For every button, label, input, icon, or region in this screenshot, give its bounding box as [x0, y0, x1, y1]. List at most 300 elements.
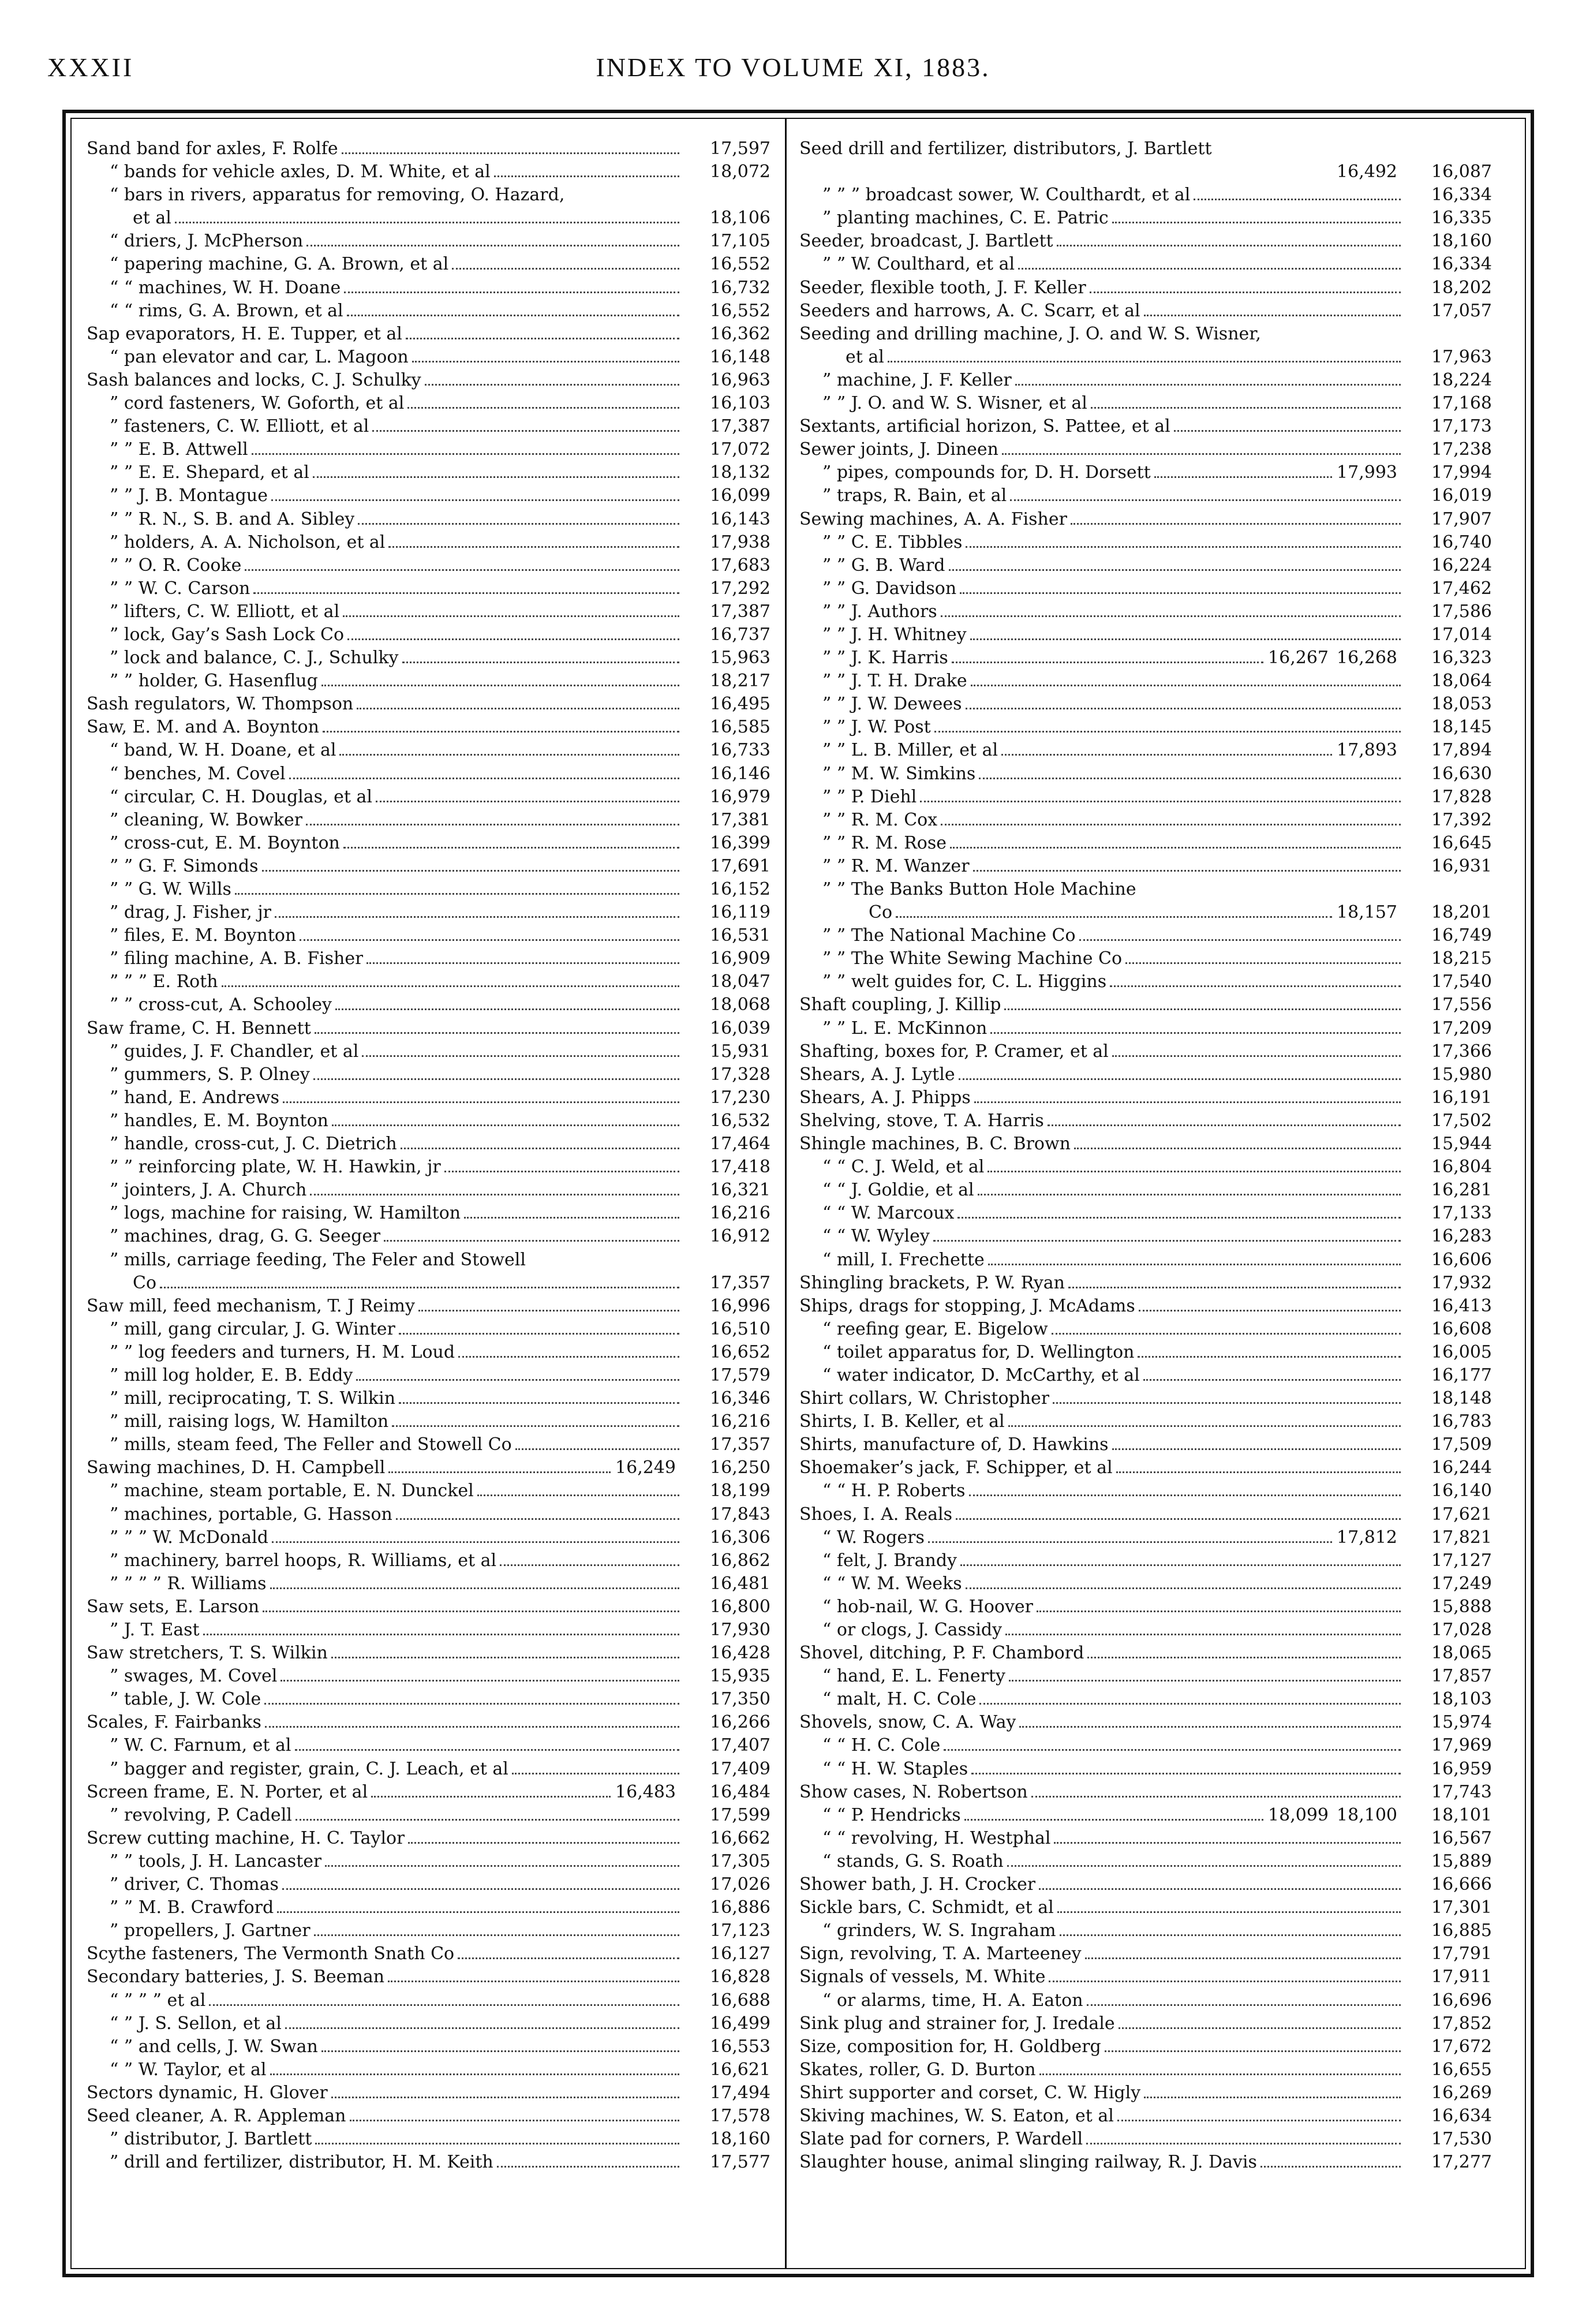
patent-number: 15,888	[1431, 1596, 1492, 1617]
patent-number: 17,105	[710, 231, 770, 252]
patent-number: 17,577	[710, 2152, 770, 2173]
leader-dots	[952, 662, 1263, 663]
leader-dots	[956, 1518, 1401, 1520]
entry-text: ” ” J. W. Dewees	[822, 694, 962, 715]
patent-numbers	[1405, 554, 1492, 577]
leader-dots	[1139, 1310, 1401, 1312]
leader-dots	[245, 569, 679, 571]
leader-dots	[331, 2097, 679, 2098]
leader-dots	[335, 1008, 679, 1010]
index-entry	[799, 230, 1492, 253]
patent-number: 17,407	[710, 1735, 770, 1756]
entry-text: “ ” and cells, J. W. Swan	[110, 2036, 318, 2057]
leader-dots	[1112, 1055, 1401, 1057]
index-entry	[87, 970, 770, 993]
patent-number: 16,959	[1431, 1758, 1492, 1779]
index-entry	[87, 1572, 770, 1596]
leader-dots	[344, 292, 679, 293]
patent-number: 17,509	[1431, 1434, 1492, 1455]
index-entry	[799, 369, 1492, 392]
index-entry	[87, 1109, 770, 1133]
entry-text: Screw cutting machine, H. C. Taylor	[87, 1828, 405, 1848]
patent-numbers	[684, 1758, 770, 1781]
index-entry	[799, 2128, 1492, 2151]
patent-numbers	[684, 970, 770, 993]
entry-text: “ pan elevator and car, L. Magoon	[110, 346, 409, 367]
entry-text: ” lock and balance, C. J., Schulky	[110, 648, 399, 668]
leader-dots	[944, 1749, 1401, 1751]
patent-numbers	[1405, 207, 1492, 230]
entry-text: ” traps, R. Bain, et al	[822, 485, 1007, 506]
patent-numbers	[1405, 1989, 1492, 2012]
entry-text: ” machines, portable, G. Hasson	[110, 1504, 392, 1525]
patent-numbers	[684, 1202, 770, 1225]
index-entry	[87, 1364, 770, 1387]
index-entry	[799, 1179, 1492, 1202]
patent-number: 18,201	[1431, 902, 1492, 923]
entry-text: ” machinery, barrel hoops, R. Williams, et al	[110, 1550, 497, 1571]
patent-number: 17,387	[710, 601, 770, 622]
entry-text: “ reefing gear, E. Bigelow	[822, 1318, 1048, 1339]
entry-text: “ driers, J. McPherson	[110, 231, 304, 252]
patent-numbers	[1337, 901, 1492, 924]
leader-dots	[408, 1842, 679, 1844]
entry-text: ” ” cross-cut, A. Schooley	[110, 995, 332, 1015]
patent-numbers	[684, 1479, 770, 1503]
patent-numbers	[1268, 647, 1492, 670]
leader-dots	[896, 916, 1332, 918]
index-entry	[799, 277, 1492, 300]
leader-dots	[966, 708, 1401, 709]
entry-text: Seeder, broadcast, J. Bartlett	[799, 231, 1053, 252]
index-entry	[799, 577, 1492, 600]
entry-text: ” jointers, J. A. Church	[110, 1180, 307, 1201]
entry-text: ” lifters, C. W. Elliott, et al	[110, 601, 340, 622]
patent-numbers	[1405, 1966, 1492, 1989]
leader-dots	[934, 731, 1401, 733]
index-entry	[87, 1202, 770, 1225]
patent-number: 16,143	[710, 509, 770, 529]
leader-dots	[425, 384, 679, 386]
patent-number: 16,804	[1431, 1157, 1492, 1178]
entry-text: ” ” R. M. Cox	[822, 809, 938, 830]
entry-text: ” mill log holder, E. B. Eddy	[110, 1365, 353, 1385]
patent-number: 16,552	[710, 254, 770, 275]
patent-numbers	[684, 809, 770, 832]
leader-dots	[964, 1819, 1263, 1821]
patent-numbers	[1405, 1572, 1492, 1596]
patent-numbers	[1405, 1179, 1492, 1202]
leader-dots	[1005, 1634, 1401, 1635]
patent-number: 17,530	[1431, 2129, 1492, 2150]
patent-numbers	[684, 253, 770, 276]
patent-numbers	[1405, 577, 1492, 600]
patent-numbers	[1405, 1642, 1492, 1665]
entry-text: ” ” R. M. Rose	[822, 832, 947, 853]
patent-numbers	[684, 484, 770, 507]
patent-numbers	[684, 160, 770, 184]
entry-text: “ “ revolving, H. Westphal	[822, 1828, 1051, 1848]
leader-dots	[282, 1888, 679, 1890]
patent-numbers	[1405, 716, 1492, 739]
entry-text: Shingle machines, B. C. Brown	[799, 1134, 1071, 1154]
index-entry	[799, 2058, 1492, 2082]
leader-dots	[978, 1194, 1401, 1195]
index-entry	[799, 1017, 1492, 1040]
patent-numbers	[684, 508, 770, 531]
index-entry	[799, 1272, 1492, 1295]
index-entry	[799, 970, 1492, 993]
patent-numbers	[684, 1318, 770, 1341]
leader-dots	[973, 870, 1401, 872]
patent-number: 17,843	[710, 1504, 770, 1525]
patent-number: 17,328	[710, 1064, 770, 1085]
patent-numbers	[684, 1295, 770, 1318]
patent-numbers	[1405, 809, 1492, 832]
index-entry	[87, 1642, 770, 1665]
patent-number: 16,249	[615, 1458, 676, 1478]
entry-text: “ or alarms, time, H. A. Eaton	[822, 1990, 1083, 2011]
entry-text: Saw mill, feed mechanism, T. J Reimy	[87, 1295, 415, 1316]
index-entry	[87, 277, 770, 300]
index-entry	[87, 1249, 770, 1272]
patent-number: 16,269	[1431, 2082, 1492, 2103]
patent-number: 16,532	[710, 1110, 770, 1131]
leader-dots	[362, 1055, 679, 1057]
index-entry	[87, 1318, 770, 1341]
index-entry	[799, 993, 1492, 1017]
entry-text: ” drill and fertilizer, distributor, H. M. Keith	[110, 2152, 493, 2173]
leader-dots	[1008, 1425, 1401, 1427]
leader-dots	[452, 268, 679, 270]
patent-numbers	[684, 1804, 770, 1827]
entry-text: ” propellers, J. Gartner	[110, 1921, 311, 1941]
patent-numbers	[1405, 2128, 1492, 2151]
leader-dots	[1091, 407, 1401, 409]
patent-number: 17,578	[710, 2105, 770, 2126]
entry-text: “ benches, M. Covel	[110, 763, 286, 784]
entry-text: ” ” M. W. Simkins	[822, 763, 976, 784]
index-entry	[799, 484, 1492, 507]
entry-text: ” mill, raising logs, W. Hamilton	[110, 1411, 389, 1432]
leader-dots	[306, 824, 679, 825]
leader-dots	[497, 2166, 679, 2168]
patent-numbers	[1405, 1827, 1492, 1850]
patent-number: 15,935	[710, 1666, 770, 1687]
patent-number: 17,350	[710, 1689, 770, 1710]
patent-numbers	[1405, 1225, 1492, 1248]
patent-number: 16,335	[1431, 208, 1492, 229]
entry-text: ” lock, Gay’s Sash Lock Co	[110, 624, 345, 645]
patent-numbers	[1405, 1596, 1492, 1619]
patent-number: 16,216	[710, 1203, 770, 1224]
entry-text: Seeder, flexible tooth, J. F. Keller	[799, 277, 1086, 298]
patent-number: 17,277	[1431, 2152, 1492, 2173]
entry-text: Secondary batteries, J. S. Beeman	[87, 1967, 385, 1987]
leader-dots	[959, 1078, 1401, 1080]
leader-dots	[315, 2143, 679, 2144]
patent-numbers	[1405, 670, 1492, 693]
leader-dots	[388, 1471, 611, 1473]
leader-dots	[252, 453, 679, 455]
index-entry	[87, 832, 770, 855]
leader-dots	[280, 1680, 679, 1682]
patent-number: 16,281	[1431, 1180, 1492, 1201]
patent-number: 18,157	[1337, 902, 1397, 923]
leader-dots	[275, 916, 679, 918]
patent-number: 16,688	[710, 1990, 770, 2011]
index-entry	[87, 1225, 770, 1248]
index-entry	[799, 1688, 1492, 1711]
index-entry	[799, 716, 1492, 739]
patent-numbers	[1337, 739, 1492, 762]
leader-dots	[313, 1078, 679, 1080]
patent-number: 17,691	[710, 855, 770, 876]
leader-dots	[1004, 1008, 1401, 1010]
patent-number: 17,994	[1431, 462, 1492, 483]
patent-number: 16,099	[710, 485, 770, 506]
leader-dots	[1085, 1957, 1401, 1959]
patent-number: 17,028	[1431, 1620, 1492, 1640]
entry-text: “ “ machines, W. H. Doane	[110, 277, 341, 298]
index-entry	[799, 1456, 1492, 1479]
entry-text: Shirts, I. B. Keller, et al	[799, 1411, 1005, 1432]
leader-dots	[494, 175, 679, 177]
entry-text: ” guides, J. F. Chandler, et al	[110, 1041, 359, 1062]
index-entry	[87, 1665, 770, 1688]
patent-number: 17,014	[1431, 624, 1492, 645]
index-entry	[87, 1086, 770, 1109]
patent-numbers	[1405, 924, 1492, 947]
patent-number: 16,608	[1431, 1318, 1492, 1339]
index-entry	[87, 1295, 770, 1318]
index-entry	[799, 1295, 1492, 1318]
index-entry	[799, 461, 1492, 484]
patent-number: 17,387	[710, 416, 770, 437]
leader-dots	[1039, 2073, 1401, 2075]
leader-dots	[1057, 245, 1401, 246]
index-entry	[87, 554, 770, 577]
entry-text: ” ” L. E. McKinnon	[822, 1018, 987, 1038]
patent-numbers	[684, 1966, 770, 1989]
patent-numbers	[684, 554, 770, 577]
index-entry	[87, 739, 770, 762]
index-entry	[799, 1225, 1492, 1248]
leader-dots	[310, 1194, 679, 1195]
patent-number: 18,224	[1431, 369, 1492, 390]
patent-numbers	[684, 2128, 770, 2151]
patent-numbers	[1405, 1433, 1492, 1456]
patent-number: 16,492	[1337, 162, 1397, 182]
leader-dots	[388, 1981, 679, 1982]
index-entry	[799, 1526, 1492, 1549]
index-entry	[799, 323, 1492, 346]
patent-numbers	[1405, 970, 1492, 993]
patent-number: 16,567	[1431, 1828, 1492, 1848]
patent-numbers	[1405, 300, 1492, 323]
leader-dots	[371, 1796, 611, 1798]
leader-dots	[458, 1957, 679, 1959]
index-entry	[799, 1711, 1492, 1734]
patent-numbers	[684, 346, 770, 369]
index-entry	[799, 670, 1492, 693]
index-entry	[87, 1688, 770, 1711]
patent-numbers	[684, 901, 770, 924]
patent-number: 17,993	[1337, 462, 1397, 483]
patent-number: 17,743	[1431, 1781, 1492, 1802]
patent-number: 15,931	[710, 1041, 770, 1062]
entry-text: ” ” reinforcing plate, W. H. Hawkin, jr	[110, 1157, 441, 1178]
patent-numbers	[1405, 369, 1492, 392]
entry-text: Show cases, N. Robertson	[799, 1781, 1028, 1802]
leader-dots	[444, 1171, 679, 1172]
leader-dots	[950, 847, 1401, 849]
index-entry	[87, 670, 770, 693]
patent-number: 16,606	[1431, 1249, 1492, 1270]
patent-number: 16,655	[1431, 2059, 1492, 2080]
column-divider	[785, 118, 787, 2269]
leader-dots	[1112, 222, 1401, 223]
entry-text: Sawing machines, D. H. Campbell	[87, 1458, 386, 1478]
index-entry	[799, 2012, 1492, 2035]
leader-dots	[928, 1541, 1332, 1543]
index-entry	[799, 1503, 1492, 1526]
index-entry	[87, 1040, 770, 1063]
patent-numbers	[1405, 415, 1492, 438]
entry-text: ” fasteners, C. W. Elliott, et al	[110, 416, 369, 437]
index-entry	[799, 2082, 1492, 2105]
index-entry	[799, 2151, 1492, 2174]
patent-numbers	[684, 832, 770, 855]
leader-dots	[966, 1587, 1401, 1589]
patent-numbers	[1405, 2012, 1492, 2035]
index-entry	[799, 1133, 1492, 1156]
index-entry	[87, 809, 770, 832]
leader-dots	[1009, 1680, 1401, 1682]
entry-text: ” hand, E. Andrews	[110, 1087, 280, 1108]
leader-dots	[1054, 1842, 1401, 1844]
patent-number: 17,305	[710, 1851, 770, 1871]
patent-number: 17,381	[710, 809, 770, 830]
patent-number: 17,852	[1431, 2013, 1492, 2034]
leader-dots	[399, 1333, 679, 1335]
leader-dots	[339, 754, 679, 756]
patent-numbers	[1405, 1711, 1492, 1734]
entry-text: Sap evaporators, H. E. Tupper, et al	[87, 323, 402, 344]
leader-dots	[1048, 1124, 1401, 1126]
index-entry	[87, 531, 770, 554]
patent-number: 16,963	[710, 369, 770, 390]
patent-number: 16,148	[710, 346, 770, 367]
index-entry	[799, 763, 1492, 786]
index-entry	[799, 1966, 1492, 1989]
index-entry	[799, 1202, 1492, 1225]
leader-dots	[1154, 476, 1332, 478]
index-entry	[87, 1734, 770, 1757]
index-entry	[87, 1549, 770, 1572]
patent-number: 17,249	[1431, 1573, 1492, 1594]
patent-number: 16,885	[1431, 1921, 1492, 1941]
entry-text: ” ” J. K. Harris	[822, 648, 948, 668]
patent-number: 17,173	[1431, 416, 1492, 437]
entry-text: ” cleaning, W. Bowker	[110, 809, 303, 830]
patent-numbers	[1337, 160, 1492, 184]
leader-dots	[347, 315, 679, 316]
entry-text: “ “ W. M. Weeks	[822, 1573, 962, 1594]
leader-dots	[1194, 199, 1401, 200]
leader-dots	[160, 1287, 679, 1288]
index-entry	[87, 438, 770, 461]
leader-dots	[1087, 2004, 1401, 2006]
patent-numbers	[1405, 1410, 1492, 1433]
index-entry	[87, 1804, 770, 1827]
patent-number: 18,103	[1431, 1689, 1492, 1710]
entry-text: Shaft coupling, J. Killip	[799, 995, 1001, 1015]
index-entry	[87, 716, 770, 739]
index-entry	[87, 1896, 770, 1919]
patent-number: 16,652	[710, 1342, 770, 1362]
entry-text: Shirt supporter and corset, C. W. Higly	[799, 2082, 1141, 2103]
index-entry	[87, 878, 770, 901]
patent-number: 16,783	[1431, 1411, 1492, 1432]
patent-number: 16,019	[1431, 485, 1492, 506]
entry-text: ” bagger and register, grain, C. J. Leach, et al	[110, 1758, 508, 1779]
leader-dots	[1015, 384, 1401, 386]
patent-numbers	[1405, 230, 1492, 253]
leader-dots	[343, 615, 679, 617]
patent-number: 18,101	[1431, 1804, 1492, 1825]
patent-number: 16,531	[710, 925, 770, 946]
entry-text: “ W. Rogers	[822, 1527, 925, 1548]
index-entry	[87, 2151, 770, 2174]
entry-text: ” ” tools, J. H. Lancaster	[110, 1851, 322, 1871]
entry-text: Ships, drags for stopping, J. McAdams	[799, 1295, 1135, 1316]
entry-text: ” machine, steam portable, E. N. Dunckel	[110, 1481, 474, 1501]
patent-numbers	[684, 1827, 770, 1850]
entry-text: ” files, E. M. Boynton	[110, 925, 297, 946]
patent-numbers	[684, 993, 770, 1017]
index-entry	[87, 1387, 770, 1410]
index-entry	[799, 137, 1492, 160]
index-entry	[799, 392, 1492, 415]
leader-dots	[458, 1356, 679, 1358]
entry-text: Sash regulators, W. Thompson	[87, 694, 354, 715]
patent-numbers	[1405, 1758, 1492, 1781]
leader-dots	[1031, 1796, 1401, 1798]
index-entry	[799, 1063, 1492, 1086]
leader-dots	[1007, 1865, 1401, 1867]
patent-number: 16,996	[710, 1295, 770, 1316]
entry-text: “ bands for vehicle axles, D. M. White, et al	[110, 162, 491, 182]
leader-dots	[464, 1217, 679, 1219]
leader-dots	[1119, 2027, 1401, 2029]
leader-dots	[1112, 1448, 1401, 1450]
leader-dots	[272, 1541, 679, 1543]
index-entry	[87, 1017, 770, 1040]
patent-numbers	[684, 1572, 770, 1596]
patent-number: 18,148	[1431, 1388, 1492, 1409]
patent-numbers	[1405, 763, 1492, 786]
patent-numbers	[684, 1711, 770, 1734]
patent-number: 16,399	[710, 832, 770, 853]
patent-numbers	[1405, 531, 1492, 554]
index-entry	[87, 1989, 770, 2012]
patent-numbers	[684, 1086, 770, 1109]
patent-number: 16,585	[710, 717, 770, 738]
leader-dots	[321, 685, 679, 686]
entry-text: Sewing machines, A. A. Fisher	[799, 509, 1067, 529]
patent-numbers	[684, 137, 770, 160]
